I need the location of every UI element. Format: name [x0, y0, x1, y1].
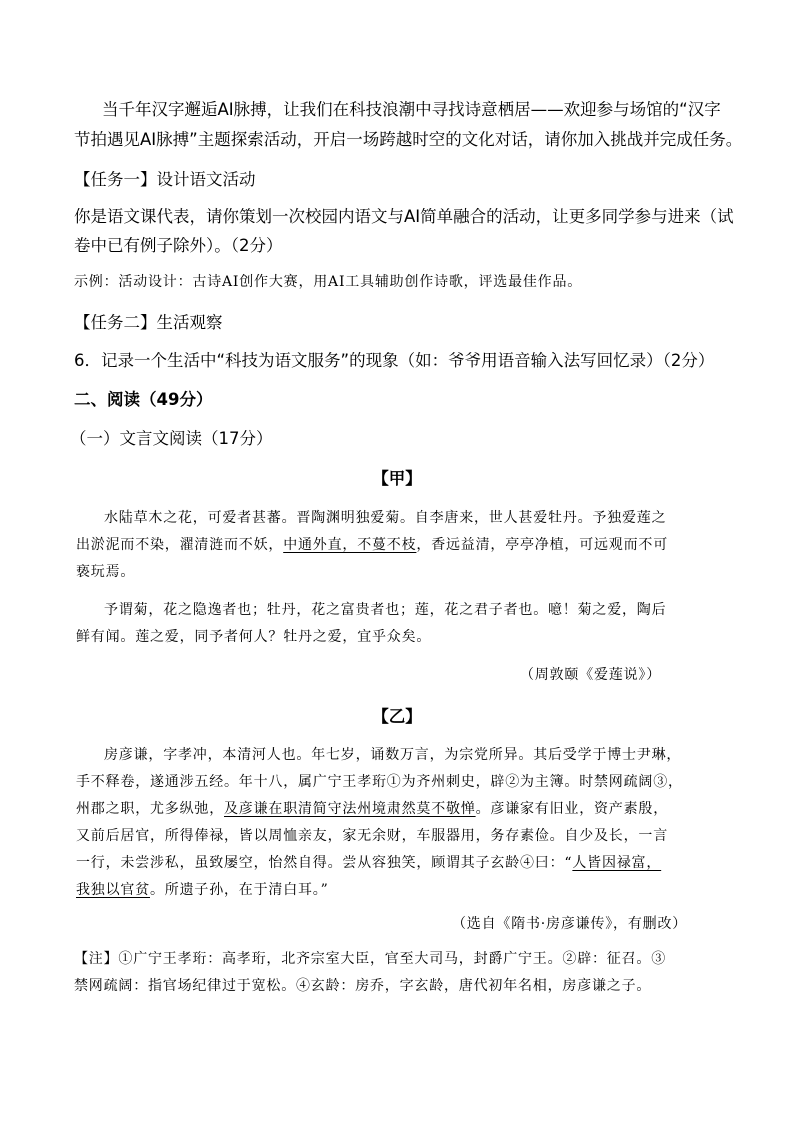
task1-line-1: 你是语文课代表，请你策划一次校园内语文与AI简单融合的活动，让更多同学参与进来（试: [74, 207, 734, 226]
intro-line-1: 当千年汉字邂逅AI脉搏，让我们在科技浪潮中寻找诗意栖居——欢迎参与场馆的“汉字: [102, 100, 721, 119]
section2-subheading: （一）文言文阅读（17分）: [70, 429, 273, 448]
passage-b-line-4: 又前后居官，所得俸禄，皆以周恤亲友，家无余财，车服器用，务存素俭。自少及长，一言: [76, 828, 668, 844]
task2-question: 6．记录一个生活中“科技为语文服务”的现象（如：爷爷用语音输入法写回忆录）（2分）: [74, 351, 715, 370]
section2-heading: 二、阅读（49分）: [74, 390, 213, 409]
passage-a-p2-line-1: 予谓菊，花之隐逸者也；牡丹，花之富贵者也；莲，花之君子者也。噫！菊之爱，陶后: [104, 602, 667, 618]
task1-line-2: 卷中已有例子除外）。（2分）: [74, 236, 283, 255]
task2-heading: 【任务二】生活观察: [74, 313, 223, 332]
notes-line-1: 【注】①广宁王孝珩：高孝珩，北齐宗室大臣，官至大司马，封爵广宁王。②辟：征召。③: [74, 951, 666, 967]
passage-a-p1-line-3: 亵玩焉。: [76, 564, 136, 580]
intro-line-2: 节拍遇见AI脉搏”主题探索活动，开启一场跨越时空的文化对话，请你加入挑战并完成任务。: [74, 130, 743, 149]
task1-example: 示例：活动设计：古诗AI创作大赛，用AI工具辅助创作诗歌，评选最佳作品。: [74, 274, 583, 290]
passage-a-source: （周敦颐《爱莲说》）: [520, 667, 661, 683]
passage-a-label: 【甲】: [372, 469, 422, 488]
passage-a-p1-line-2: 出淤泥而不染，濯清涟而不妖，中通外直，不蔓不枝，香远益清，亭亭净植，可远观而不可: [76, 537, 669, 553]
passage-b-line-1: 房彦谦，字孝冲，本清河人也。年七岁，诵数万言，为宗党所异。其后受学于博士尹琳，: [104, 747, 682, 763]
passage-b-label: 【乙】: [372, 707, 422, 726]
underlined-sentence: 及彦谦在职清简守法州境肃然莫不敬惮: [224, 801, 476, 817]
passage-b-source: （选自《隋书·房彦谦传》，有删改）: [452, 916, 688, 932]
passage-b-line-3: 州郡之职，尤多纵弛，及彦谦在职清简守法州境肃然莫不敬惮。彦谦家有旧业，资产素殷，: [76, 801, 669, 817]
task1-heading: 【任务一】设计语文活动: [74, 170, 256, 189]
passage-b-line-6: 我独以官贫。所遗子孙，在于清白耳。”: [76, 882, 329, 898]
passage-a-p1-line-1: 水陆草木之花，可爱者甚蕃。晋陶渊明独爱菊。自李唐来，世人甚爱牡丹。予独爱莲之: [104, 510, 667, 526]
underlined-quote-end: 我独以官贫: [76, 882, 150, 898]
passage-b-line-2: 手不释卷，遂通涉五经。年十八，属广宁王孝珩①为齐州刺史，辟②为主簿。时禁网疏阔③，: [76, 774, 683, 790]
underlined-phrase: 中通外直，不蔓不枝: [283, 537, 417, 553]
underlined-quote-start: 人皆因禄富，: [572, 855, 662, 871]
passage-b-line-5: 一行，未尝涉私，虽致屡空，怡然自得。尝从容独笑，顾谓其子玄龄④曰：“人皆因禄富，: [76, 855, 662, 871]
passage-a-p2-line-2: 鲜有闻。莲之爱，同予者何人？牡丹之爱，宜乎众矣。: [76, 629, 432, 645]
notes-line-2: 禁网疏阔：指官场纪律过于宽松。④玄龄：房乔，字玄龄，唐代初年名相，房彦谦之子。: [74, 978, 652, 994]
